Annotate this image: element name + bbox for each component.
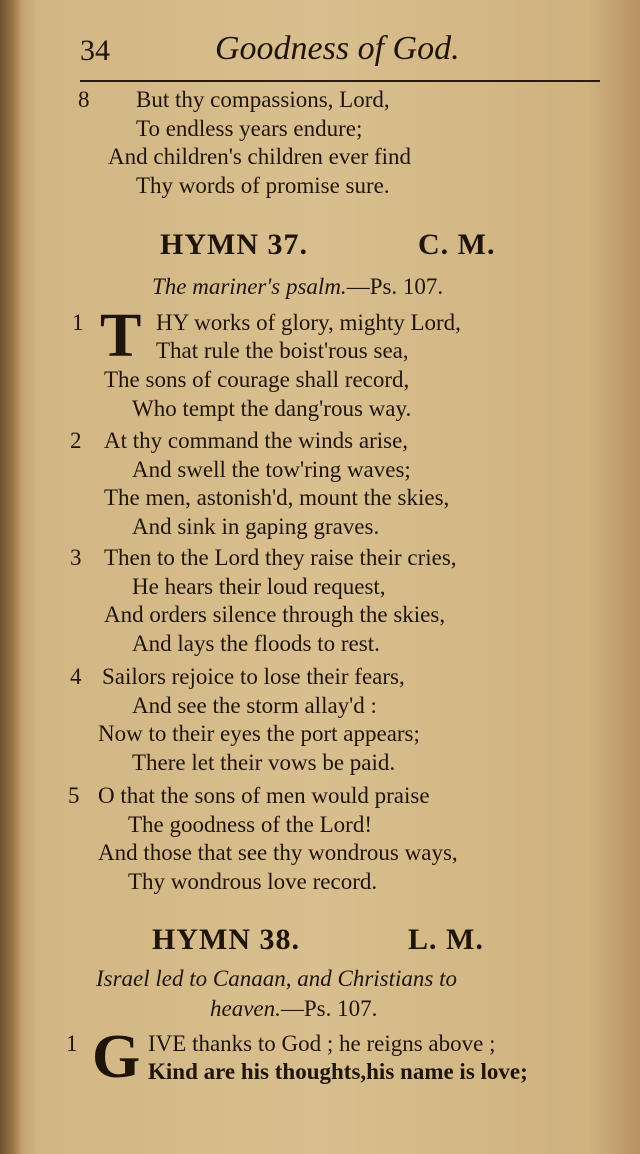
hymn-subtitle: Israel led to Canaan, and Christians to: [96, 966, 457, 991]
verse-line: And see the storm allay'd :: [132, 693, 377, 718]
verse-line: And lays the floods to rest.: [132, 631, 380, 656]
verse-line: IVE thanks to God ; he reigns above ;: [148, 1031, 496, 1056]
verse-line: The sons of courage shall record,: [104, 367, 410, 392]
hymn-meter: C. M.: [418, 228, 496, 261]
stanza-number: 1: [66, 1031, 78, 1056]
page-spine-shadow: [0, 0, 22, 1154]
verse-line: At thy command the winds arise,: [104, 428, 409, 453]
verse-line: Then to the Lord they raise their cries,: [104, 545, 457, 570]
verse-line: To endless years endure;: [136, 116, 363, 141]
stanza-number: 8: [78, 87, 90, 112]
verse-line: Thy words of promise sure.: [136, 173, 390, 198]
stanza-number: 5: [68, 783, 80, 808]
verse-line: O that the sons of men would praise: [98, 783, 430, 808]
hymn-subtitle-cont: [210, 996, 377, 1022]
hymn-subtitle-text: heaven.: [210, 996, 281, 1021]
running-title: Goodness of God.: [215, 30, 460, 67]
hymn-meter: L. M.: [408, 923, 484, 956]
hymn-title: HYMN 37.: [160, 228, 308, 261]
stanza-number: 3: [70, 545, 82, 570]
verse-line: Who tempt the dang'rous way.: [132, 396, 412, 421]
stanza-number: 1: [72, 310, 84, 335]
verse-line: That rule the boist'rous sea,: [156, 338, 409, 363]
drop-cap: T: [100, 302, 142, 370]
page-header: [80, 28, 600, 82]
scripture-reference: —Ps. 107.: [346, 274, 444, 299]
verse-line: There let their vows be paid.: [132, 750, 396, 775]
page-number: 34: [80, 34, 110, 67]
verse-line: Thy wondrous love record.: [128, 869, 378, 894]
stanza-number: 2: [70, 428, 82, 453]
verse-line: He hears their loud request,: [132, 574, 386, 599]
verse-line: HY works of glory, mighty Lord,: [156, 310, 461, 335]
verse-line: Now to their eyes the port appears;: [98, 721, 420, 746]
drop-cap: G: [92, 1023, 141, 1091]
verse-line: And orders silence through the skies,: [104, 602, 446, 627]
verse-line: The men, astonish'd, mount the skies,: [104, 485, 450, 510]
verse-line: And those that see thy wondrous ways,: [98, 840, 458, 865]
verse-line: And sink in gaping graves.: [132, 514, 380, 539]
verse-line: The goodness of the Lord!: [128, 812, 372, 837]
stanza-number: 4: [70, 664, 82, 689]
verse-line: Sailors rejoice to lose their fears,: [102, 664, 405, 689]
verse-line: But thy compassions, Lord,: [136, 87, 390, 112]
scripture-reference: —Ps. 107.: [280, 996, 378, 1021]
verse-line: And children's children ever find: [108, 144, 412, 169]
hymn-subtitle-text: The mariner's psalm.: [152, 274, 347, 299]
hymn-title: HYMN 38.: [152, 923, 300, 956]
verse-line: And swell the tow'ring waves;: [132, 457, 411, 482]
hymn-subtitle: [152, 274, 443, 300]
verse-line: Kind are his thoughts,his name is love;: [148, 1059, 528, 1084]
